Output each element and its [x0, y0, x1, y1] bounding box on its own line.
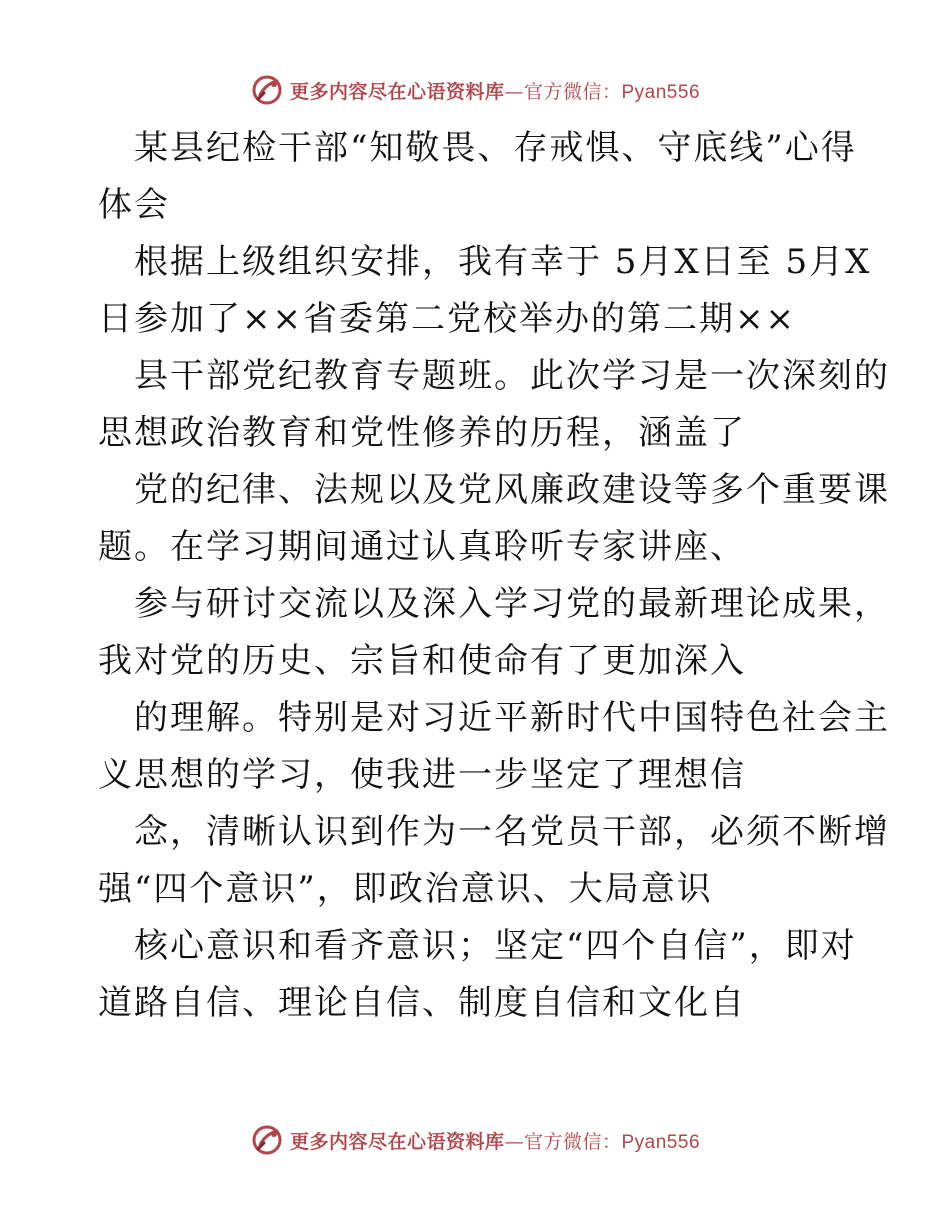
- page-footer: [0, 1120, 950, 1160]
- brand-logo-icon: [250, 73, 284, 107]
- header-wechat-id: Pyan556: [621, 81, 701, 103]
- brand-logo-icon: [250, 1123, 284, 1157]
- footer-wechat-label: 官方微信：: [523, 1130, 622, 1153]
- footer-brand-text: [290, 1127, 700, 1154]
- body-line: 义思想的学习，使我进一步坚定了理想信: [98, 755, 746, 795]
- header-site-name: 更多内容尽在心语资料库: [289, 80, 505, 103]
- body-line: 我对党的历史、宗旨和使命有了更加深入: [98, 641, 746, 681]
- body-line: 道路自信、理论自信、制度自信和文化自: [98, 983, 746, 1023]
- body-line: 思想政治教育和党性修养的历程，涵盖了: [98, 413, 746, 453]
- body-line: 县干部党纪教育专题班。此次学习是一次深刻的: [134, 356, 890, 396]
- title-line-2: 体会: [98, 185, 170, 225]
- body-line: 参与研讨交流以及深入学习党的最新理论成果，: [134, 584, 890, 624]
- header-separator: —: [504, 80, 524, 103]
- body-line: 根据上级组织安排，我有幸于 5月X日至 5月X: [134, 242, 872, 282]
- title-line-1: 某县纪检干部“知敬畏、存戒惧、守底线”心得: [134, 128, 857, 168]
- body-line: 日参加了××省委第二党校举办的第二期××: [98, 299, 796, 339]
- footer-wechat-id: Pyan556: [621, 1131, 701, 1153]
- document-body: [98, 120, 890, 1032]
- footer-site-name: 更多内容尽在心语资料库: [289, 1130, 505, 1153]
- header-brand-text: [290, 77, 700, 104]
- header-wechat-label: 官方微信：: [523, 80, 622, 103]
- page-header: [0, 70, 950, 110]
- body-line: 念，清晰认识到作为一名党员干部，必须不断增: [134, 812, 890, 852]
- footer-separator: —: [504, 1130, 524, 1153]
- body-line: 题。在学习期间通过认真聆听专家讲座、: [98, 527, 746, 567]
- footer-brand: [250, 1123, 700, 1157]
- body-line: 核心意识和看齐意识；坚定“四个自信”，即对: [134, 926, 857, 966]
- body-line: 的理解。特别是对习近平新时代中国特色社会主: [134, 698, 890, 738]
- body-line: 党的纪律、法规以及党风廉政建设等多个重要课: [134, 470, 890, 510]
- body-line: 强“四个意识”，即政治意识、大局意识: [98, 869, 713, 909]
- header-brand: [250, 73, 700, 107]
